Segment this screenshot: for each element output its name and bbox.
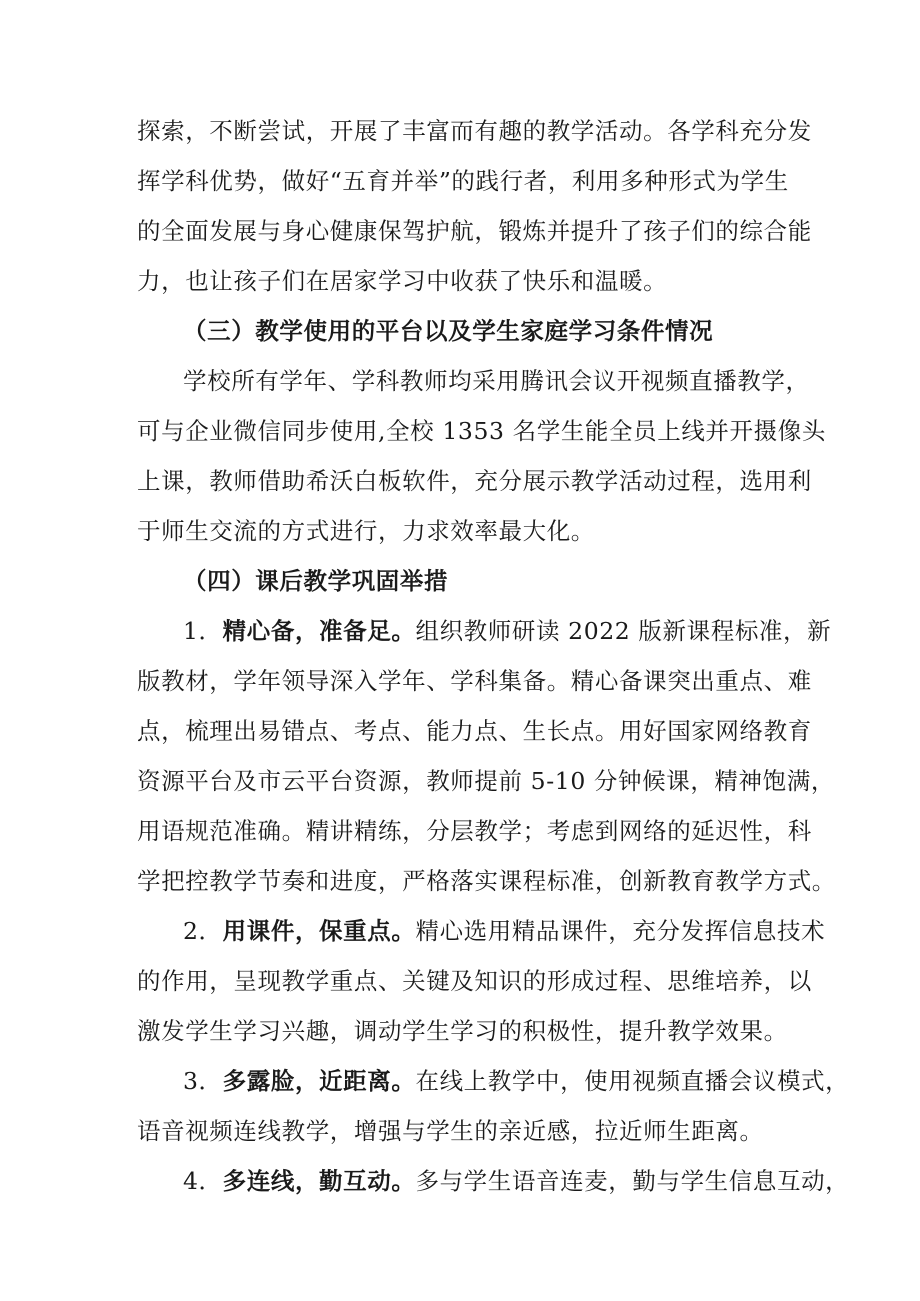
list-item-1 (183, 612, 831, 646)
list-item-3 (183, 1062, 849, 1096)
paragraph-line: 上课，教师借助希沃白板软件，充分展示教学活动过程，选用利 (137, 467, 812, 495)
paragraph-line: 探索，不断尝试，开展了丰富而有趣的教学活动。各学科充分发 (137, 117, 812, 145)
item-text: 多与学生语音连麦，勤与学生信息互动， (415, 1167, 850, 1195)
item-number: 3． (183, 1067, 223, 1095)
item-title: 精心备，准备足。 (222, 617, 416, 645)
paragraph-line: 点，梳理出易错点、考点、能力点、生长点。用好国家网络教育 (137, 717, 812, 745)
paragraph-line: 力，也让孩子们在居家学习中收获了快乐和温暖。 (137, 267, 668, 295)
item-number: 4． (183, 1167, 223, 1195)
item-text: 精心选用精品课件，充分发挥信息技术 (415, 917, 826, 945)
section-heading-3: （三）教学使用的平台以及学生家庭学习条件情况 (183, 317, 714, 345)
paragraph-line: 于师生交流的方式进行，力求效率最大化。 (137, 517, 595, 545)
paragraph-line: 挥学科优势，做好“五育并举”的践行者，利用多种形式为学生 (137, 167, 789, 195)
paragraph-line: 语音视频连线教学，增强与学生的亲近感，拉近师生距离。 (137, 1117, 764, 1145)
item-number: 1． (183, 617, 223, 645)
section-heading-4: （四）课后教学巩固举措 (183, 567, 449, 595)
paragraph-line: 学把控教学节奏和进度，严格落实课程标准，创新教育教学方式。 (137, 867, 836, 895)
list-item-2 (183, 912, 825, 946)
item-title: 多连线，勤互动。 (222, 1167, 416, 1195)
paragraph-line: 的全面发展与身心健康保驾护航，锻炼并提升了孩子们的综合能 (137, 217, 812, 245)
item-text: 组织教师研读 2022 版新课程标准，新 (415, 617, 832, 645)
paragraph-line: 版教材，学年领导深入学年、学科集备。精心备课突出重点、难 (137, 667, 812, 695)
item-title: 多露脸，近距离。 (222, 1067, 416, 1095)
item-number: 2． (183, 917, 223, 945)
paragraph-line: 资源平台及市云平台资源，教师提前 5-10 分钟候课，精神饱满， (137, 767, 835, 795)
paragraph-line: 可与企业微信同步使用,全校 1353 名学生能全员上线并开摄像头 (137, 417, 826, 445)
paragraph-line: 用语规范准确。精讲精练，分层教学；考虑到网络的延迟性，科 (137, 817, 812, 845)
paragraph-line: 的作用，呈现教学重点、关键及知识的形成过程、思维培养，以 (137, 967, 812, 995)
paragraph-line: 激发学生学习兴趣，调动学生学习的积极性，提升教学效果。 (137, 1017, 788, 1045)
list-item-4 (183, 1162, 849, 1196)
item-text: 在线上教学中，使用视频直播会议模式， (415, 1067, 850, 1095)
item-title: 用课件，保重点。 (222, 917, 416, 945)
paragraph-line: 学校所有学年、学科教师均采用腾讯会议开视频直播教学， (183, 367, 810, 395)
